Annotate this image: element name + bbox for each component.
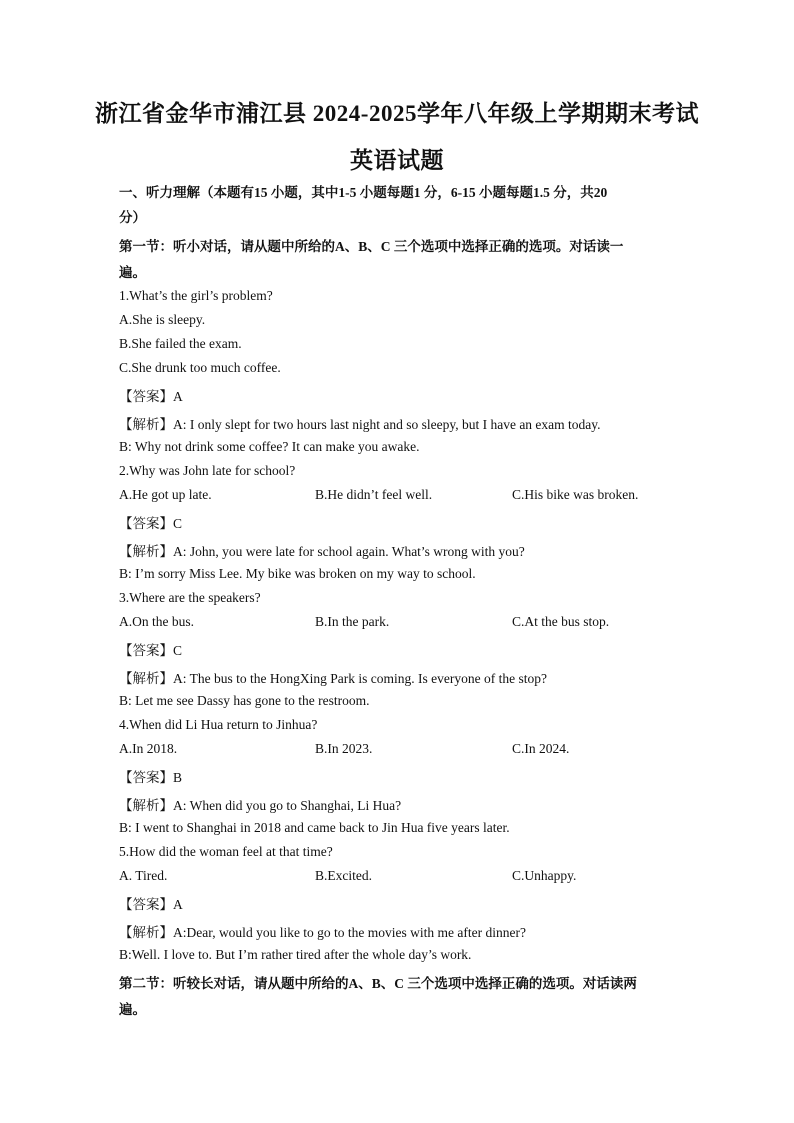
section1-heading-cont: 分）: [119, 210, 146, 225]
answer: 【答案】C: [119, 516, 183, 531]
option-b: B.In the park.: [315, 614, 390, 629]
question-stem: 4.When did Li Hua return to Jinhua?: [119, 717, 318, 732]
option-a: A.She is sleepy.: [119, 312, 206, 327]
option-c: C.Unhappy.: [512, 868, 577, 883]
option-b: B.She failed the exam.: [119, 336, 242, 351]
analysis-cont: B: I went to Shanghai in 2018 and came back to Jin Hua five years later.: [119, 820, 510, 835]
question-stem: 2.Why was John late for school?: [119, 463, 296, 478]
part2-instruction: 第二节：听较长对话，请从题中所给的A、B、C 三个选项中选择正确的选项。对话读两: [119, 976, 637, 991]
answer: 【答案】A: [119, 897, 183, 912]
page-title: 浙江省金华市浦江县 2024-2025学年八年级上学期期末考试: [95, 101, 699, 126]
option-a: A. Tired.: [119, 868, 168, 883]
section1-heading: 一、听力理解（本题有15 小题，其中1-5 小题每题1 分，6-15 小题每题1.5 分，共20: [119, 185, 608, 200]
part2-instruction-cont: 遍。: [119, 1002, 146, 1017]
analysis: 【解析】A:Dear, would you like to go to the movies with me after dinner?: [119, 925, 526, 940]
analysis: 【解析】A: John, you were late for school again. What’s wrong with you?: [119, 544, 525, 559]
page-subtitle: 英语试题: [350, 148, 444, 173]
option-c: C.She drunk too much coffee.: [119, 360, 281, 375]
question-stem: 1.What’s the girl’s problem?: [119, 288, 273, 303]
question-stem: 3.Where are the speakers?: [119, 590, 261, 605]
option-b: B.In 2023.: [315, 741, 373, 756]
analysis: 【解析】A: I only slept for two hours last night and so sleepy, but I have an exam today.: [119, 417, 601, 432]
analysis: 【解析】A: The bus to the HongXing Park is coming. Is everyone of the stop?: [119, 671, 547, 686]
analysis-cont: B: Why not drink some coffee? It can make you awake.: [119, 439, 420, 454]
analysis-cont: B: I’m sorry Miss Lee. My bike was broken on my way to school.: [119, 566, 476, 581]
answer: 【答案】A: [119, 389, 183, 404]
question-stem: 5.How did the woman feel at that time?: [119, 844, 333, 859]
option-a: A.In 2018.: [119, 741, 178, 756]
option-b: B.Excited.: [315, 868, 372, 883]
part1-instruction-cont: 遍。: [119, 265, 146, 280]
answer: 【答案】C: [119, 643, 183, 658]
answer: 【答案】B: [119, 770, 183, 785]
option-c: C.In 2024.: [512, 741, 570, 756]
option-b: B.He didn’t feel well.: [315, 487, 433, 502]
option-a: A.He got up late.: [119, 487, 212, 502]
option-c: C.His bike was broken.: [512, 487, 639, 502]
analysis-cont: B: Let me see Dassy has gone to the restroom.: [119, 693, 370, 708]
option-c: C.At the bus stop.: [512, 614, 610, 629]
analysis: 【解析】A: When did you go to Shanghai, Li Hua?: [119, 798, 402, 813]
analysis-cont: B:Well. I love to. But I’m rather tired after the whole day’s work.: [119, 947, 472, 962]
option-a: A.On the bus.: [119, 614, 194, 629]
part1-instruction: 第一节：听小对话，请从题中所给的A、B、C 三个选项中选择正确的选项。对话读一: [119, 239, 624, 254]
